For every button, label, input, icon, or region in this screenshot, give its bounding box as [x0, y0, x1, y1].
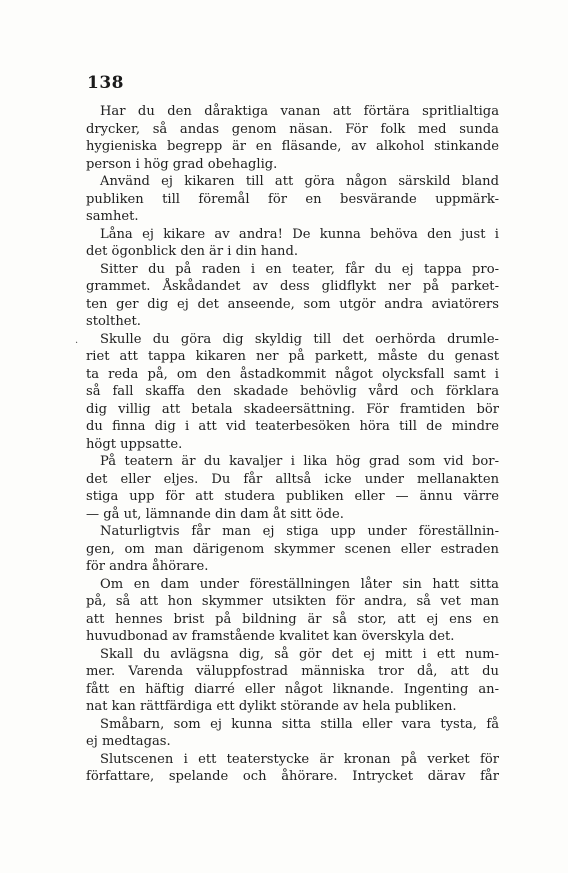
- text-line: mer. Varenda väluppfostrad människa tror då, att du: [86, 664, 499, 679]
- text-line: fått en häftig diarré eller något liknande. Ingenting an-: [86, 681, 499, 697]
- text-line: huvudbonad av framstående kvalitet kan överskyla det.: [86, 629, 455, 644]
- text-line: för andra åhörare.: [86, 559, 209, 574]
- text-line: Skall du avlägsna dig, så gör det ej mitt i ett num-: [100, 646, 499, 662]
- text-line: ej medtagas.: [86, 734, 171, 749]
- text-line: författare, spelande och åhörare. Intrycket därav får: [86, 769, 499, 784]
- text-line: grammet. Åskådandet av dess glidflykt ner på parket-: [86, 279, 499, 294]
- text-line: Om en dam under föreställningen låter sin hatt sitta: [100, 576, 499, 592]
- text-line: publiken till föremål för en besvärande uppmärk-: [86, 191, 499, 207]
- text-line: nat kan rättfärdiga ett dylikt störande av hela publiken.: [86, 699, 457, 714]
- text-line: På teatern är du kavaljer i lika hög grad som vid bor-: [100, 454, 499, 469]
- text-line: högt uppsatte.: [86, 436, 183, 452]
- text-line: ten ger dig ej det anseende, som utgör andra aviatörers: [86, 296, 499, 312]
- text-line: Småbarn, som ej kunna sitta stilla eller vara tysta, få: [100, 716, 499, 732]
- text-line: — gå ut, lämnande din dam åt sitt öde.: [86, 506, 344, 522]
- text-line: stiga upp för att studera publiken eller — ännu värre: [86, 489, 499, 504]
- text-line: så fall skaffa den skadade behövlig vård och förklara: [86, 384, 499, 399]
- text-line: Låna ej kikare av andra! De kunna behöva den just i: [100, 226, 499, 242]
- text-line: person i hög grad obehaglig.: [86, 156, 278, 172]
- text-line: det eller eljes. Du får alltså icke under mellanakten: [86, 471, 499, 487]
- text-line: det ögonblick den är i din hand.: [86, 244, 299, 259]
- text-line: Använd ej kikaren till att göra någon särskild bland: [100, 174, 499, 189]
- text-line: Skulle du göra dig skyldig till det oerhörda drumle-: [100, 331, 499, 347]
- text-line: ta reda på, om den åstadkommit något olycksfall samt i: [86, 366, 499, 382]
- text-line: på, så att hon skymmer utsikten för andra, så vet man: [86, 594, 499, 609]
- text-line: Slutscenen i ett teaterstycke är kronan på verket för: [100, 751, 499, 767]
- text-line: Sitter du på raden i en teater, får du ej tappa pro-: [100, 261, 499, 277]
- text-line: gen, om man därigenom skymmer scenen eller estraden: [86, 541, 499, 557]
- text-line: hygieniska begrepp är en fläsande, av alkohol stinkande: [86, 139, 499, 154]
- text-line: drycker, så andas genom näsan. För folk med sunda: [86, 121, 499, 137]
- margin-mark: ·: [75, 338, 79, 349]
- text-line: stolthet.: [86, 314, 141, 329]
- body-text: [86, 103, 499, 786]
- text-line: du finna dig i att vid teaterbesöken höra till de mindre: [86, 419, 499, 434]
- text-line: Har du den dåraktiga vanan att förtära spritlialtiga: [100, 104, 499, 119]
- text-line: riet att tappa kikaren ner på parkett, måste du genast: [86, 349, 499, 364]
- text-line: samhet.: [86, 209, 139, 224]
- page-number: 138: [87, 73, 124, 93]
- text-line: att hennes brist på bildning är så stor, att ej ens en: [86, 611, 499, 627]
- text-line: Naturligtvis får man ej stiga upp under föreställnin-: [100, 524, 499, 539]
- text-line: dig villig att betala skadeersättning. För framtiden bör: [86, 401, 499, 417]
